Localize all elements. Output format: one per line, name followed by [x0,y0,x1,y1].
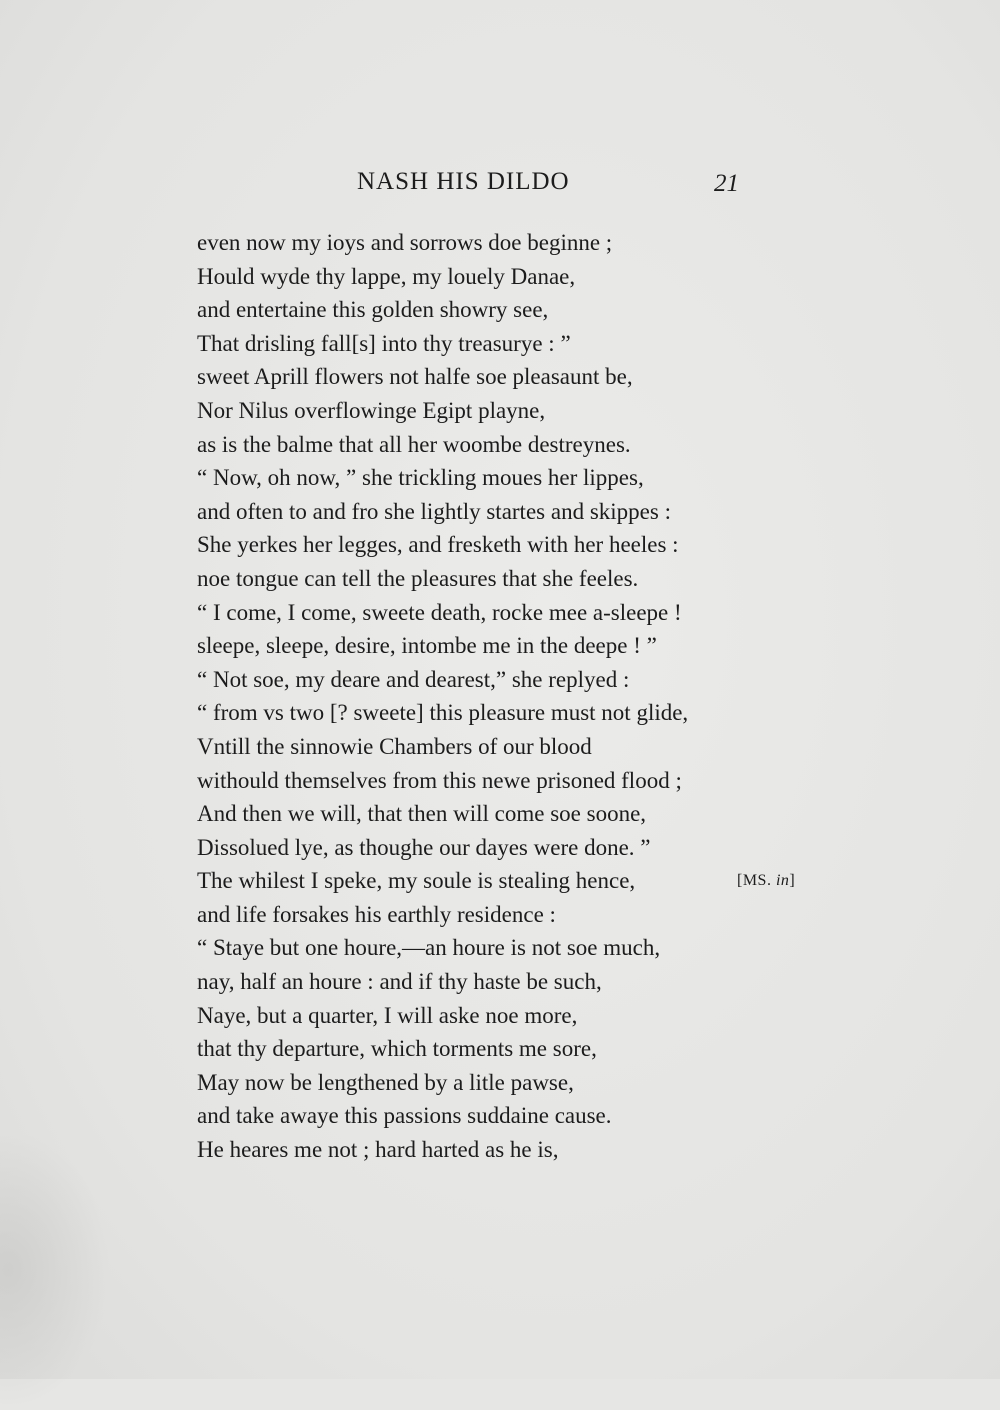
poem-line: And then we will, that then will come soe soone, [197,801,647,827]
poem-line: That drisling fall[s] into thy treasurye : ” [197,330,571,356]
poem-line: He heares me not ; hard harted as he is, [197,1137,559,1163]
page-smudge [0,1130,110,1410]
poem-text [197,226,757,1167]
poem-line: withould themselves from this newe prisoned flood ; [197,767,682,793]
poem-line: even now my ioys and sorrows doe beginne ; [197,230,613,255]
poem-line: Naye, but a quarter, I will aske noe more, [197,1002,578,1028]
margin-note-suffix: ] [789,872,796,889]
poem-line: “ Now, oh now, ” she trickling moues her lippes, [197,465,644,491]
poem-line: The whilest I speke, my soule is stealing hence, [197,868,636,894]
poem-line: as is the balme that all her woombe destreynes. [197,431,631,457]
margin-note-italic: in [775,872,790,889]
poem-line: Nor Nilus overflowinge Egipt playne, [197,397,546,423]
poem-line: and life forsakes his earthly residence : [197,901,556,927]
page-number: 21 [714,170,739,197]
poem-line: that thy departure, which torments me sore, [197,1036,597,1062]
poem-line: May now be lengthened by a litle pawse, [197,1069,574,1095]
poem-line: and take awaye this passions suddaine cause. [197,1103,612,1129]
poem-line: noe tongue can tell the pleasures that she feeles. [197,565,639,591]
running-title: NASH HIS DILDO [357,168,570,195]
poem-line: She yerkes her legges, and fresketh with her heeles : [197,532,679,558]
poem-line: “ Staye but one houre,—an houre is not soe much, [197,935,661,961]
poem-line: “ from vs two [? sweete] this pleasure must not glide, [197,700,689,726]
poem-line: sleepe, sleepe, desire, intombe me in the deepe ! ” [197,633,657,659]
poem-line: Vntill the sinnowie Chambers of our blood [197,733,592,759]
poem-line: nay, half an houre : and if thy haste be such, [197,969,602,995]
poem-line: “ Not soe, my deare and dearest,” she replyed : [197,666,630,692]
poem-line: Dissolued lye, as thoughe our dayes were done. ” [197,834,651,860]
poem-line: “ I come, I come, sweete death, rocke mee a-sleepe ! [197,599,682,625]
poem-line: sweet Aprill flowers not halfe soe pleasaunt be, [197,364,633,390]
poem-line: and often to and fro she lightly startes and skippes : [197,498,671,524]
margin-note [737,869,795,893]
poem-line: Hould wyde thy lappe, my louely Danae, [197,263,576,289]
margin-note-prefix: [MS. [737,872,776,889]
poem-line: and entertaine this golden showry see, [197,297,549,323]
